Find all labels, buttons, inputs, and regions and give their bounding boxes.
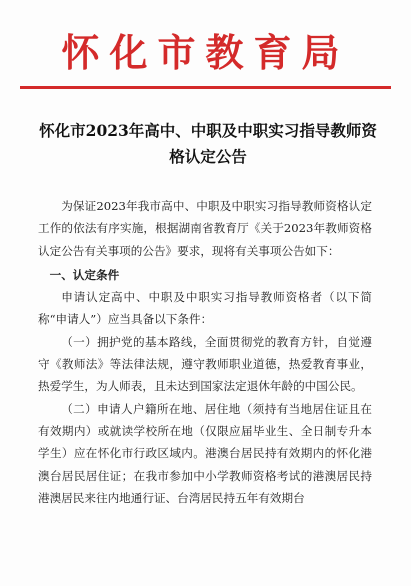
document-body <box>38 195 372 509</box>
document-title: 怀化市2023年高中、中职及中职实习指导教师资格认定公告 <box>39 121 377 166</box>
condition-item-1: （一）拥护党的基本路线，全面贯彻党的教育方针，自觉遵守《教师法》等法律法规，遵守教师职业道德，热爱教育事业，热爱学生，为人师表，且未达到国家法定退休年龄的中国公民。 <box>38 334 372 394</box>
condition-item-2: （二）申请人户籍所在地、居住地（须持有当地居住证且在有效期内）或就读学校所在地（仅限应届毕业生、全日制专升本学生）应在怀化市行政区域内。港澳台居民持有效期内的怀化港澳台居民居住证；在我市参加中小学教师资格考试的港澳居民持港澳居民来往内地通行证、台湾居民持五年有效期台 <box>38 401 372 505</box>
conditions-intro-paragraph: 申请认定高中、中职及中职实习指导教师资格者（以下简称“申请人”）应当具备以下条件： <box>38 290 372 327</box>
letterhead-red-rule <box>20 86 391 89</box>
intro-paragraph: 为保证2023年我市高中、中职及中职实习指导教师资格认定工作的依法有序实施，根据湖南省教育厅《关于2023年教师资格认定公告有关事项的公告》要求，现将有关事项公告如下： <box>38 199 372 258</box>
org-letterhead: 怀化市教育局 <box>61 30 350 75</box>
section-heading-conditions: 一、认定条件 <box>49 267 120 282</box>
